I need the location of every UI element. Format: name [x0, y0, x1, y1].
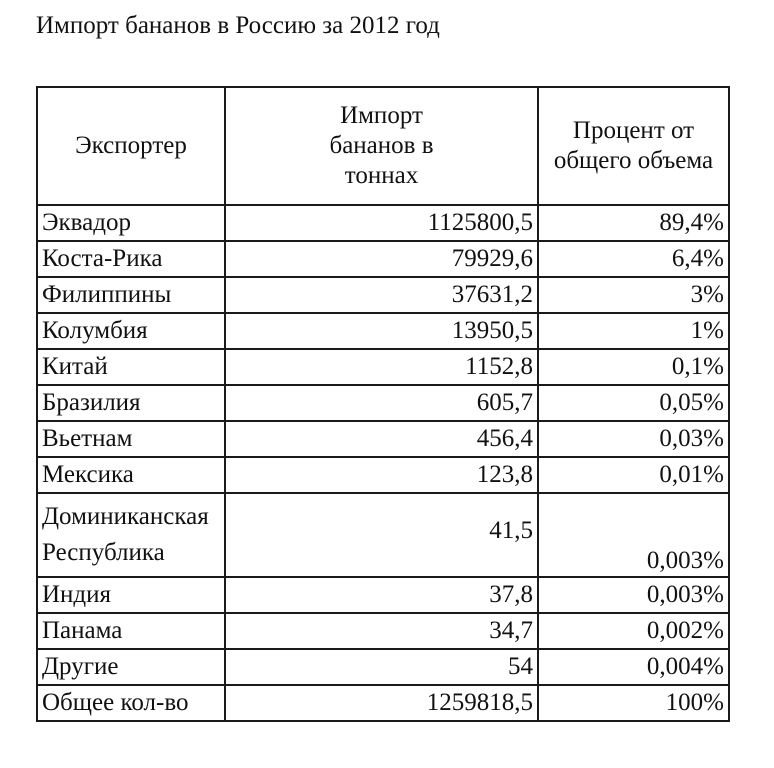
import-cell: 79929,6 [225, 241, 538, 277]
country-cell: Филиппины [37, 277, 225, 313]
table-row [37, 385, 729, 421]
percent-cell: 0,1% [538, 349, 729, 385]
page-title: Импорт бананов в Россию за 2012 год [36, 12, 440, 39]
country-cell: Эквадор [37, 205, 225, 241]
percent-cell: 1% [538, 313, 729, 349]
header-import: Импорт бананов в тоннах [225, 87, 538, 205]
table-row [37, 577, 729, 613]
percent-cell: 0,002% [538, 613, 729, 649]
header-percent: Процент от общего объема [538, 87, 729, 205]
import-cell: 41,5 [225, 493, 538, 577]
table-row [37, 613, 729, 649]
country-cell: Мексика [37, 457, 225, 493]
total-row [37, 685, 729, 721]
table-row [37, 241, 729, 277]
import-cell: 13950,5 [225, 313, 538, 349]
import-cell: 123,8 [225, 457, 538, 493]
header-exporter: Экспортер [37, 87, 225, 205]
percent-cell: 0,004% [538, 649, 729, 685]
import-cell: 37631,2 [225, 277, 538, 313]
percent-cell: 6,4% [538, 241, 729, 277]
banana-import-table [36, 86, 730, 722]
table-row [37, 313, 729, 349]
table-row [37, 205, 729, 241]
country-cell: Бразилия [37, 385, 225, 421]
country-cell: Доминиканская Республика [37, 493, 225, 577]
table-row [37, 457, 729, 493]
import-cell: 605,7 [225, 385, 538, 421]
total-import-cell: 1259818,5 [225, 685, 538, 721]
import-cell: 54 [225, 649, 538, 685]
country-cell: Китай [37, 349, 225, 385]
import-cell: 1125800,5 [225, 205, 538, 241]
import-cell: 1152,8 [225, 349, 538, 385]
country-cell: Индия [37, 577, 225, 613]
country-cell: Колумбия [37, 313, 225, 349]
import-cell: 456,4 [225, 421, 538, 457]
percent-cell: 0,003% [538, 493, 729, 577]
total-percent-cell: 100% [538, 685, 729, 721]
country-cell: Коста-Рика [37, 241, 225, 277]
percent-cell: 3% [538, 277, 729, 313]
percent-cell: 89,4% [538, 205, 729, 241]
table-row [37, 493, 729, 577]
import-cell: 37,8 [225, 577, 538, 613]
percent-cell: 0,01% [538, 457, 729, 493]
percent-cell: 0,003% [538, 577, 729, 613]
percent-cell: 0,03% [538, 421, 729, 457]
country-cell: Вьетнам [37, 421, 225, 457]
country-cell: Панама [37, 613, 225, 649]
import-cell: 34,7 [225, 613, 538, 649]
table-row [37, 277, 729, 313]
table-row [37, 421, 729, 457]
table-row [37, 649, 729, 685]
total-label-cell: Общее кол-во [37, 685, 225, 721]
header-row [37, 87, 729, 205]
table-row [37, 349, 729, 385]
country-cell: Другие [37, 649, 225, 685]
percent-cell: 0,05% [538, 385, 729, 421]
